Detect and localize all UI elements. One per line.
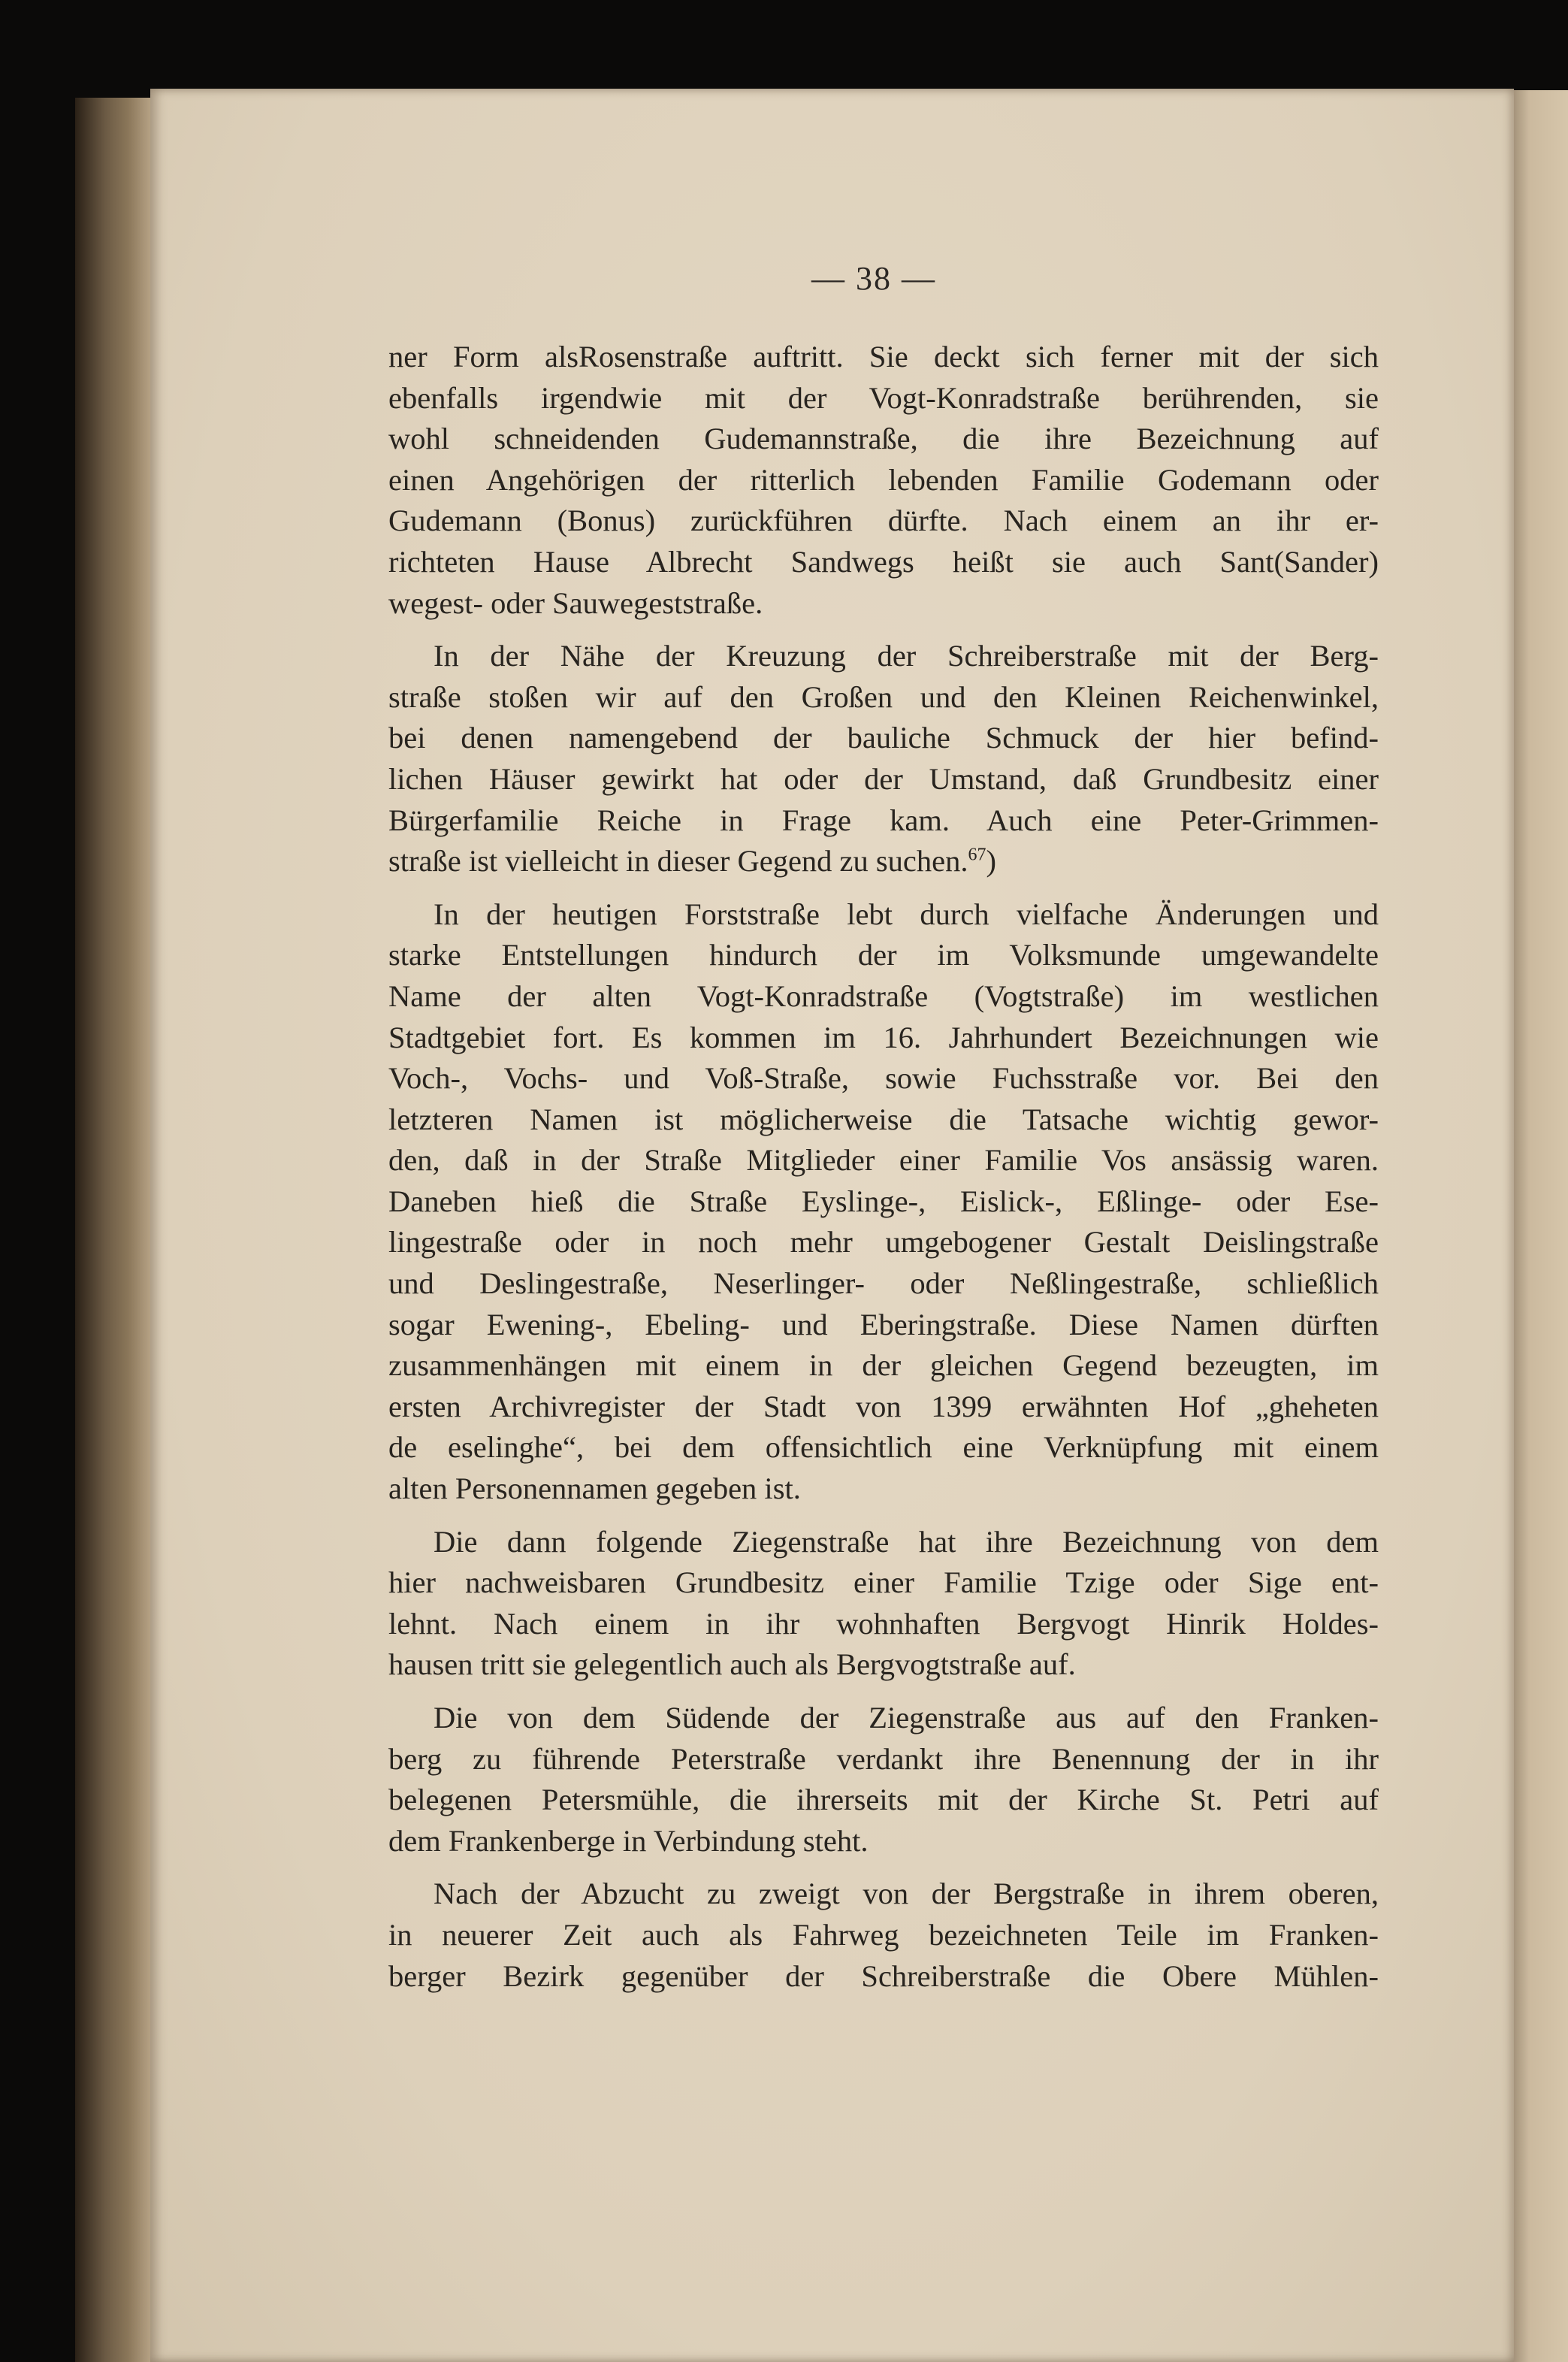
text-line: berg zu führende Peterstraße verdankt ihre Benennung der in ihr [388, 1741, 1379, 1776]
text-line: wegest- oder Sauwegeststraße. [388, 585, 763, 620]
text-line: den, daß in der Straße Mitglieder einer Familie Vos ansässig waren. [388, 1143, 1379, 1178]
paragraph-3 [388, 894, 1379, 1510]
paragraph-5 [388, 1698, 1379, 1861]
text-line: starke Entstellungen hindurch der im Volksmunde umgewandelte [388, 938, 1379, 972]
text-line: lehnt. Nach einem in ihr wohnhaften Bergvogt Hinrik Holdes- [388, 1606, 1379, 1641]
text-line: Die dann folgende Ziegenstraße hat ihre Bezeichnung von dem [434, 1524, 1379, 1559]
text-line: berger Bezirk gegenüber der Schreiberstraße die Obere Mühlen- [388, 1958, 1379, 1993]
text-line: hausen tritt sie gelegentlich auch als Bergvogtstraße auf. [388, 1647, 1076, 1682]
text-line: Bürgerfamilie Reiche in Frage kam. Auch eine Peter-Grimmen- [388, 803, 1379, 837]
text-line: In der Nähe der Kreuzung der Schreiberstraße mit der Berg- [434, 639, 1379, 673]
paragraph-1 [388, 337, 1379, 624]
text-line: alten Personennamen gegeben ist. [388, 1471, 801, 1506]
text-line: sogar Ewening-, Ebeling- und Eberingstraße. Diese Namen dürften [388, 1307, 1379, 1341]
text-line: und Deslingestraße, Neserlinger- oder Neßlingestraße, schließlich [388, 1266, 1379, 1301]
text-line: Voch-, Vochs- und Voß-Straße, sowie Fuchsstraße vor. Bei den [388, 1061, 1379, 1096]
body-text [388, 337, 1379, 1997]
text-line: richteten Hause Albrecht Sandwegs heißt sie auch Sant(Sander) [388, 544, 1379, 579]
text-line: Stadtgebiet fort. Es kommen im 16. Jahrhundert Bezeichnungen wie [388, 1020, 1379, 1054]
text-line: Die von dem Südende der Ziegenstraße aus auf den Franken- [434, 1701, 1379, 1734]
paragraph-4 [388, 1522, 1379, 1686]
text-line: dem Frankenberge in Verbindung steht. [388, 1823, 869, 1858]
text-line: belegenen Petersmühle, die ihrerseits mit der Kirche St. Petri auf [388, 1783, 1379, 1817]
footnote-reference: 67 [968, 845, 986, 865]
text-line: zusammenhängen mit einem in der gleichen Gegend bezeugten, im [388, 1348, 1379, 1383]
paragraph-2 [388, 636, 1379, 882]
text-line: lingestraße oder in noch mehr umgebogener Gestalt Deislingstraße [388, 1225, 1379, 1260]
text-line: Name der alten Vogt-Konradstraße (Vogtstraße) im westlichen [388, 978, 1379, 1013]
paragraph-6 [388, 1874, 1379, 1997]
text-line: straße ist vielleicht in dieser Gegend zu suchen.$^{67}$) [388, 844, 996, 879]
text-line: hier nachweisbaren Grundbesitz einer Familie Tzige oder Sige ent- [388, 1565, 1379, 1600]
text-line: ebenfalls irgendwie mit der Vogt-Konradstraße berührenden, sie [388, 380, 1379, 415]
text-line: in neuerer Zeit auch als Fahrweg bezeichneten Teile im Franken- [388, 1917, 1379, 1952]
text-line: Gudemann (Bonus) zurückführen dürfte. Nach einem an ihr er- [388, 504, 1379, 538]
text-line: bei denen namengebend der bauliche Schmuck der hier befind- [388, 721, 1379, 755]
text-line: letzteren Namen ist möglicherweise die Tatsache wichtig gewor- [388, 1102, 1379, 1136]
left-book-edge [75, 98, 150, 2362]
text-line: In der heutigen Forststraße lebt durch vielfache Änderungen und [434, 897, 1379, 931]
text-line: straße stoßen wir auf den Großen und den Kleinen Reichenwinkel, [388, 679, 1379, 714]
text-line: Nach der Abzucht zu zweigt von der Bergstraße in ihrem oberen, [434, 1877, 1379, 1911]
text-line: lichen Häuser gewirkt hat oder der Umstand, daß Grundbesitz einer [388, 761, 1379, 796]
text-line: Daneben hieß die Straße Eyslinge-, Eislick-, Eßlinge- oder Ese- [388, 1184, 1379, 1218]
page-number: — 38 — [811, 260, 936, 297]
text-line: einen Angehörigen der ritterlich lebenden Familie Godemann oder [388, 462, 1379, 497]
text-line: ner Form alsRosenstraße auftritt. Sie deckt sich ferner mit der sich [388, 340, 1379, 374]
text-line: wohl schneidenden Gudemannstraße, die ihre Bezeichnung auf [388, 422, 1379, 456]
text-line: de eselinghe“, bei dem offensichtlich eine Verknüpfung mit einem [388, 1430, 1379, 1465]
text-line: ersten Archivregister der Stadt von 1399 erwähnten Hof „gheheten [388, 1389, 1379, 1423]
